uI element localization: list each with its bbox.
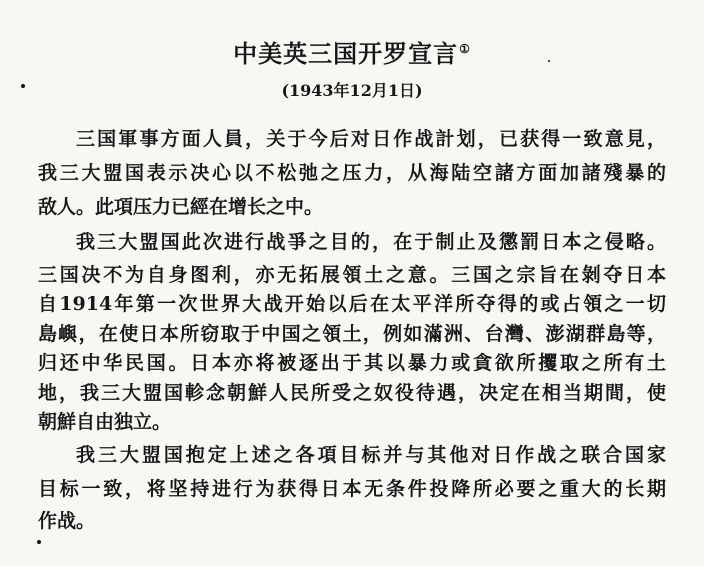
scan-speck (548, 60, 550, 62)
paragraph-2-line-6: 地，我三大盟国軫念朝鮮人民所受之奴役待遇，决定在相当期間，使 (38, 382, 666, 404)
paragraph-3-line-1: 我三大盟国抱定上述之各項目标并与其他对日作战之联合国家 (76, 444, 666, 466)
paragraph-1-line-1: 三国軍事方面人員，关于今后对日作战計划，已获得一致意見， (76, 128, 666, 150)
document-date: (1943年12月1日) (281, 81, 423, 100)
paragraph-2-line-5: 归还中华民国。日本亦将被逐出于其以暴力或貪欲所攫取之所有土 (38, 352, 666, 374)
paragraph-3-line-3: 作战。 (38, 510, 96, 532)
paragraph-1-line-2: 我三大盟国表示决心以不松弛之压力，从海陆空諸方面加諸殘暴的 (38, 162, 666, 184)
scan-speck (37, 540, 41, 544)
paragraph-2-line-2: 三国决不为自身图利，亦无拓展領土之意。三国之宗旨在剝夺日本 (38, 264, 666, 286)
paragraph-2-line-4: 島嶼，在使日本所窃取于中国之領土，例如滿洲、台灣、澎湖群島等， (38, 323, 666, 345)
paragraph-3-line-2: 目标一致，将坚持进行为获得日本无条件投降所必要之重大的长期 (38, 478, 666, 500)
paragraph-2-line-7: 朝鮮自由独立。 (38, 411, 172, 433)
scan-speck (21, 84, 25, 88)
title-footnote-mark: ① (459, 42, 471, 56)
title-text: 中美英三国开罗宣言 (233, 39, 459, 68)
paragraph-2-line-1: 我三大盟国此次进行战爭之目的，在于制止及懲罰日本之侵略。 (76, 231, 666, 253)
paragraph-1-line-3: 敌人。此項压力已經在增长之中。 (38, 196, 324, 218)
paragraph-2-line-3: 自1914年第一次世界大战开始以后在太平洋所夺得的或占領之一切 (38, 293, 666, 315)
document-title (0, 34, 704, 69)
